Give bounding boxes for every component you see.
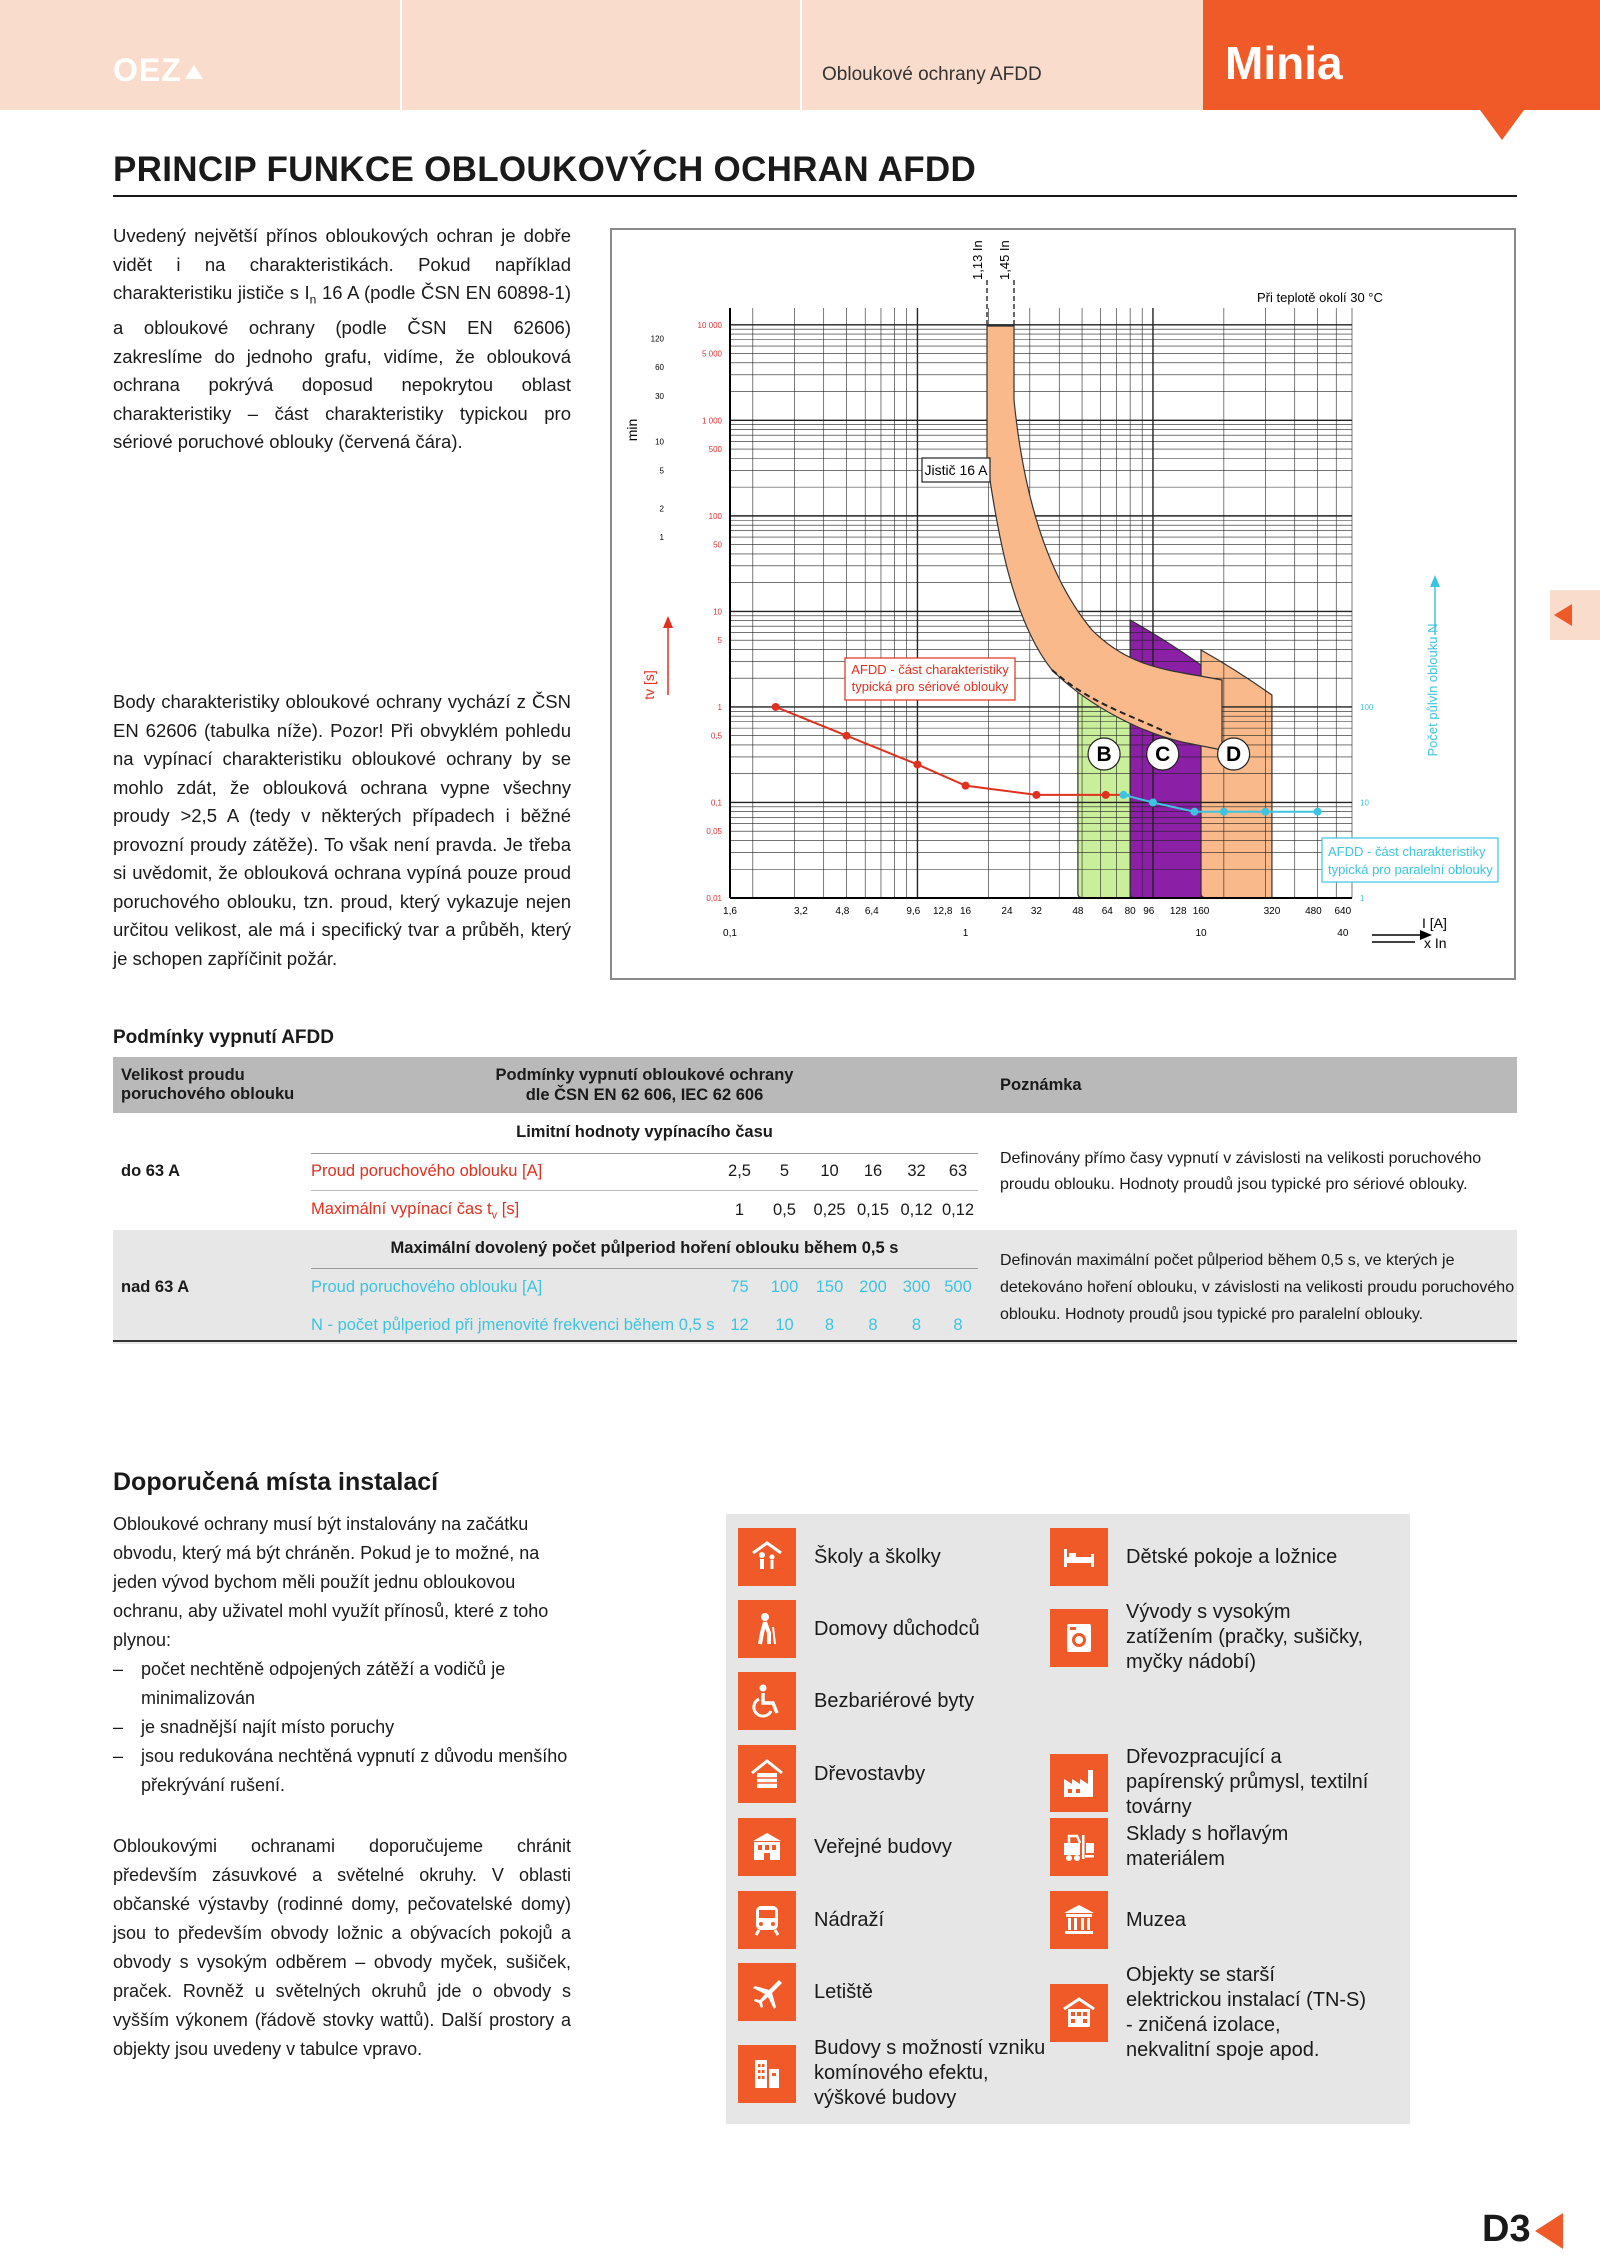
install-item — [1050, 1600, 1370, 1675]
museum-icon — [1050, 1891, 1108, 1949]
y-tick-labels-min — [651, 334, 665, 542]
install-item — [1050, 1818, 1370, 1876]
brand-box — [1203, 0, 1600, 110]
install-item — [738, 1891, 1058, 1949]
list-item: – je snadnější najít místo poruchy — [113, 1717, 395, 1737]
table-cell: 75 — [718, 1268, 761, 1306]
install-item-label: Veřejné budovy — [814, 1835, 952, 1858]
y2-axis-title: Počet půlvln oblouku N — [1425, 623, 1440, 757]
table-cell: 0,12 — [941, 1200, 975, 1219]
y-axis-title-s: tv [s] — [641, 670, 657, 700]
chart-svg — [612, 230, 1514, 978]
x-tick-label: 32 — [1030, 906, 1042, 917]
table-cell: 12 — [718, 1306, 761, 1344]
wheelchair-icon — [738, 1672, 796, 1730]
y-tick-label: 0,5 — [710, 731, 722, 741]
series-cyan-legend-line1: AFDD - část charakteristiky — [1328, 844, 1486, 859]
install-item-label: Bezbariérové byty — [814, 1689, 975, 1712]
y-tick-label-min: 2 — [659, 504, 664, 514]
series-line-red — [776, 707, 1130, 795]
table-cell: 10 — [820, 1162, 839, 1180]
y-tick-label: 0,01 — [706, 894, 722, 903]
x-tick-label: 80 — [1124, 906, 1136, 917]
table-cell: 8 — [851, 1306, 895, 1344]
page-number: D3 — [1482, 2208, 1531, 2250]
zone-label: B — [1096, 743, 1112, 766]
list-item: – jsou redukována nechtěná vypnutí z důvodu menšího překrývání rušení. — [113, 1746, 568, 1795]
series-point-cyan — [1120, 791, 1128, 799]
series-point-red — [1032, 791, 1040, 799]
install-item-label: Muzea — [1126, 1908, 1187, 1931]
install-paragraph-1: Obloukové ochrany musí být instalovány na začátku obvodu, který má být chráněn. Pokud je to možné, na jeden vývod bychom měli použít jednu obloukovou ochranu, aby uživatel mohl využít přínosů, které z toho plynou: – počet nechtěně odpojených zátěží a vodičů je minimalizován – je snadnější najít místo poruchy – jsou redukována nechtěná vypnutí z důvodu menšího překrývání rušení. — [113, 1510, 575, 1800]
series-point-red — [962, 782, 970, 790]
marker-113-label: 1,13 In — [970, 240, 985, 280]
intro-paragraph-2: Body charakteristiky obloukové ochrany vychází z ČSN EN 62606 (tabulka níže). Pozor! Při obvyklém pohledu na vypínací charakteristiku obloukové ochrany by se mohlo zdát, že oblouková ochrana vypne všechny proudy >2,5 A (tedy v některých případech i běžné provozní proudy zátěže). To však není pravda. Je třeba si uvědomit, že oblouková ochrana vypíná pouze proud poruchového oblouku, tzn. proud, který vykazuje nejen určitou velikost, ale má i specifický tvar a průběh, který je schopen zapříčinit požár. — [113, 691, 571, 969]
block1-size: do 63 A — [121, 1162, 180, 1180]
install-item — [738, 1672, 1058, 1730]
washing-machine-icon — [1050, 1609, 1108, 1667]
series-point-cyan — [1314, 808, 1322, 816]
x-tick-label: 640 — [1334, 906, 1352, 917]
y2-axis-arrowhead — [1430, 575, 1440, 587]
install-item — [738, 1745, 1058, 1803]
x-tick-label: 3,2 — [793, 906, 808, 917]
install-item-label: Dřevostavby — [814, 1762, 926, 1785]
page-title: PRINCIP FUNKCE OBLOUKOVÝCH OCHRAN AFDD — [113, 150, 977, 189]
bed-icon — [1050, 1528, 1108, 1586]
brand-label: Minia — [1225, 37, 1343, 89]
table-cell: 0,25 — [813, 1200, 846, 1219]
trip-characteristic-chart — [610, 228, 1516, 980]
header-divider — [800, 0, 802, 110]
install-item — [1050, 1891, 1370, 1949]
install-item — [1050, 1963, 1370, 2063]
forklift-icon — [1050, 1818, 1108, 1876]
zone-label: D — [1226, 743, 1242, 766]
x-tick-label: 24 — [1001, 906, 1013, 917]
page-arrow-icon — [1535, 2213, 1563, 2249]
x-tick-label: 96 — [1143, 906, 1155, 917]
series-point-red — [843, 732, 851, 740]
install-item-label: Letiště — [814, 1980, 873, 2003]
public-building-icon — [738, 1818, 796, 1876]
x-tick-label: 6,4 — [864, 906, 879, 917]
x-tick-labels — [723, 906, 1352, 917]
series-point-red — [772, 703, 780, 711]
table-cell: 0,12 — [900, 1200, 933, 1219]
y-tick-label-min: 5 — [659, 466, 664, 476]
table-row — [113, 1113, 1517, 1153]
y-tick-label-min: 10 — [655, 437, 664, 447]
zone-labels — [1088, 738, 1250, 770]
header-divider — [400, 0, 402, 110]
install-item — [738, 1818, 1058, 1876]
intro-paragraph-1: Uvedený největší přínos obloukových ochran je dobře vidět i na charakteristikách. Pokud například charakteristiku jističe s $I_n$ 16 A (podle ČSN EN 60898-1) a obloukové ochrany (podle ČSN EN 62606) zakreslíme do jednoho grafu, vidíme, že oblouková ochrana pokrývá doposud nepokrytou oblast charakteristiky – část charakteristiky typickou pro sériové poruchové oblouky (červená čára). — [113, 225, 571, 453]
block2-row1-label: Proud poruchového oblouku [A] — [311, 1268, 718, 1306]
block2-row2-label: N - počet půlperiod při jmenovité frekvenci během 0,5 s — [311, 1306, 718, 1344]
x-tick-label: 1,6 — [723, 906, 737, 917]
oez-logo: OEZ — [113, 52, 203, 89]
y-tick-label: 500 — [708, 445, 722, 455]
marker-145-label: 1,45 In — [997, 240, 1012, 280]
install-item — [738, 1600, 1058, 1658]
install-item-label: Nádraží — [814, 1908, 885, 1931]
table-cell: 2,5 — [728, 1162, 751, 1180]
x-tick-label: 9,6 — [906, 906, 921, 917]
table-cell: 16 — [863, 1162, 883, 1180]
x-axis-title-a: I [A] — [1422, 915, 1447, 931]
school-icon — [738, 1528, 796, 1586]
x-axis-title-in: x In — [1424, 935, 1447, 951]
table-cell: 0,15 — [856, 1200, 890, 1219]
y-tick-label: 1 000 — [701, 416, 722, 426]
brand-arrow-icon — [1480, 110, 1524, 140]
series-red-legend-line1: AFDD - část charakteristiky — [851, 662, 1009, 677]
y-tick-label: 5 000 — [701, 349, 722, 359]
y-tick-labels-s — [698, 321, 723, 903]
y-tick-label-min: 120 — [650, 334, 664, 344]
series-point-red — [913, 760, 921, 768]
x-tick-label-in: 1 — [962, 928, 969, 939]
y-tick-label: 10 — [713, 607, 722, 617]
x-tick-label-in: 0,1 — [723, 928, 737, 939]
table-cell: 63 — [948, 1162, 968, 1180]
y-tick-label-min: 1 — [659, 533, 664, 543]
install-item-label: Domovy důchodců — [814, 1617, 980, 1640]
th-conditions: Podmínky vypnutí obloukové ochrany dle ČSN EN 62 606, IEC 62 606 — [311, 1057, 978, 1113]
series-red-legend-line2: typická pro sériové oblouky — [851, 679, 1009, 694]
y2-tick-label: 1 — [1360, 894, 1365, 903]
install-item — [738, 1528, 1058, 1586]
table-header-row — [113, 1057, 1517, 1113]
zone-label: C — [1155, 743, 1171, 766]
block1-note: Definovány přímo časy vypnutí v závislosti na velikosti poruchového proudu oblouku. Hodnoty proudů jsou typické pro sériové oblouky. — [1000, 1149, 1482, 1193]
x-tick-label: 4,8 — [835, 906, 850, 917]
y-tick-label-min: 30 — [655, 391, 664, 401]
series-point-cyan — [1220, 808, 1228, 816]
x-tick-label-in: 40 — [1337, 928, 1349, 939]
block1-subheader: Limitní hodnoty vypínacího času — [311, 1113, 978, 1153]
x-tick-label: 16 — [959, 906, 972, 917]
series-cyan-legend-line2: typická pro paralelní oblouky — [1328, 862, 1493, 877]
install-item-label: Školy a školky — [814, 1545, 941, 1568]
elderly-icon — [738, 1600, 796, 1658]
table-cell: 500 — [938, 1268, 978, 1306]
breaker-band — [987, 326, 1222, 750]
table-title: Podmínky vypnutí AFDD — [113, 1027, 334, 1048]
install-item — [1050, 1745, 1370, 1820]
install-item-label: Objekty se starší elektrickou instalací (TN-S) - zničená izolace, nekvalitní spoje apod. — [1126, 1964, 1367, 2061]
install-paragraph-2: Obloukovými ochranami doporučujeme chránit především zásuvkové a světelné okruhy. V oblasti občanské výstavby (rodinné domy, pečovatelské domy) jsou to především obvody ložnic a obývacích pokojů a obvody s vysokým odběrem – obvody myček, sušiček, praček. Rovněž u světelných okruhů jde o obvody s vyšším výkonem (řádově stovky wattů). Další prostory a objekty jsou uvedeny v tabulce vpravo. — [113, 1836, 571, 2059]
install-item — [738, 2036, 1058, 2111]
table-cell: 0,5 — [773, 1200, 796, 1219]
y-axis-arrowhead — [663, 616, 673, 628]
table-cell: 1 — [734, 1200, 745, 1219]
install-item-label: Dřevozpracující a papírenský průmysl, textilní továrny — [1126, 1746, 1369, 1818]
install-item-label: Sklady s hořlavým materiálem — [1126, 1823, 1289, 1870]
block1-row1-label: Proud poruchového oblouku [A] — [311, 1162, 543, 1180]
temperature-note: Při teplotě okolí 30 °C — [1257, 290, 1383, 305]
table-row — [113, 1230, 1517, 1268]
table-cell: 10 — [761, 1306, 808, 1344]
y-axis-title-min: min — [624, 418, 640, 442]
install-item-label: Vývody s vysokým zatížením (pračky, sušičky, myčky nádobí) — [1126, 1601, 1364, 1673]
series-point-cyan — [1190, 808, 1198, 816]
table-cell: 8 — [895, 1306, 938, 1344]
old-building-icon — [1050, 1984, 1108, 2042]
title-rule — [113, 195, 1517, 197]
y-tick-label-min: 60 — [655, 363, 664, 373]
block2-subheader: Maximální dovolený počet půlperiod hoření oblouku během 0,5 s — [311, 1230, 978, 1268]
table-cell: 300 — [895, 1268, 938, 1306]
side-tab-arrow-icon — [1554, 604, 1572, 626]
y-tick-label: 0,05 — [706, 827, 722, 837]
x-tick-label: 160 — [1192, 906, 1210, 917]
table-cell: 8 — [808, 1306, 851, 1344]
header-section-title: Obloukové ochrany AFDD — [822, 64, 1042, 85]
th-note: Poznámka — [978, 1057, 1517, 1113]
wooden-house-icon — [738, 1745, 796, 1803]
table-bottom-rule — [113, 1340, 1517, 1342]
x-tick-label: 320 — [1263, 906, 1281, 917]
y-tick-label: 100 — [708, 511, 722, 521]
x-tick-label: 12,8 — [932, 906, 953, 917]
factory-icon — [1050, 1754, 1108, 1812]
x-tick-label-in: 10 — [1195, 928, 1207, 939]
series-point-red — [1102, 791, 1110, 799]
x-tick-label: 64 — [1101, 906, 1113, 917]
table-cell: 5 — [779, 1162, 790, 1180]
table-cell: 200 — [851, 1268, 895, 1306]
install-item-label: Dětské pokoje a ložnice — [1126, 1545, 1338, 1568]
airplane-icon — [738, 1963, 796, 2021]
table-cell: 8 — [938, 1306, 978, 1344]
y-tick-label: 0,1 — [710, 798, 722, 808]
list-item: – počet nechtěně odpojených zátěží a vodičů je minimalizován — [113, 1659, 506, 1708]
install-title: Doporučená místa instalací — [113, 1468, 439, 1496]
y-tick-label: 5 — [717, 636, 722, 646]
breaker-label: Jistič 16 A — [924, 462, 988, 478]
train-icon — [738, 1891, 796, 1949]
skyscraper-icon — [738, 2045, 796, 2103]
table-cell: 100 — [761, 1268, 808, 1306]
series-point-cyan — [1261, 808, 1269, 816]
th-size: Velikost proudu poruchového oblouku — [113, 1057, 311, 1113]
y-tick-label: 10 000 — [697, 320, 722, 330]
y2-tick-label: 100 — [1360, 702, 1374, 712]
block2-size: nad 63 A — [113, 1230, 311, 1344]
x-tick-label: 480 — [1305, 906, 1322, 917]
table-cell: 32 — [907, 1162, 926, 1180]
install-item-label: Budovy s možností vzniku komínového efektu, výškové budovy — [814, 2037, 1046, 2109]
afdd-conditions-table — [113, 1057, 1517, 1344]
y-tick-label: 1 — [717, 702, 722, 712]
install-item — [1050, 1528, 1370, 1586]
x-tick-label: 48 — [1072, 906, 1084, 917]
y-tick-label: 50 — [713, 540, 722, 550]
install-item — [738, 1963, 1058, 2021]
x-tick-labels-in — [723, 928, 1349, 939]
block1-row2-label: Maximální vypínací čas $t_v$ [s] — [311, 1199, 520, 1221]
y2-tick-label: 10 — [1360, 798, 1369, 808]
block2-note: Definován maximální počet půlperiod během 0,5 s, ve kterých je detekováno hoření oblouku, v závislosti na velikosti proudu poruchového oblouku. Hodnoty proudů jsou typické pro paralelní oblouky. — [978, 1230, 1517, 1344]
table-cell: 150 — [808, 1268, 851, 1306]
x-tick-label: 128 — [1169, 906, 1187, 917]
series-point-cyan — [1149, 798, 1157, 806]
